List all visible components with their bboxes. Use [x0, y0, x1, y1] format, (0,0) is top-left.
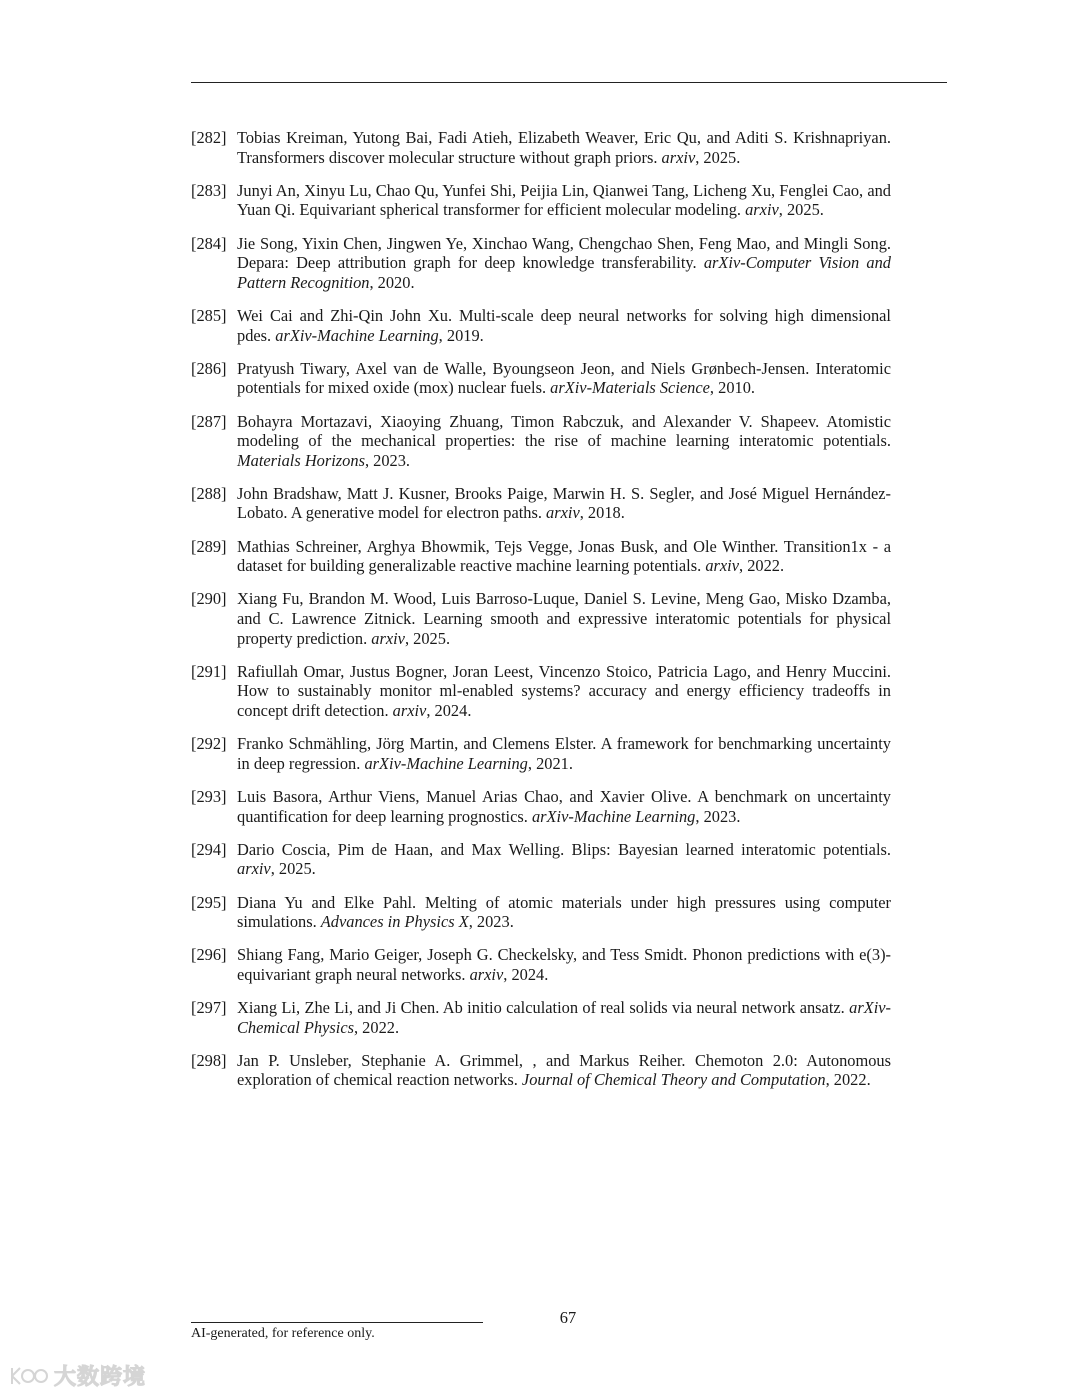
reference-number: [298]	[191, 1050, 227, 1070]
reference-text: Junyi An, Xinyu Lu, Chao Qu, Yunfei Shi, Peijia Lin, Qianwei Tang, Licheng Xu, Fenglei Cao, and Yuan Qi. Equivariant spherical transformer for efficient molecular modeling.	[237, 180, 891, 220]
reference-number: [295]	[191, 892, 227, 912]
reference-text: Diana Yu and Elke Pahl. Melting of atomic materials under high pressures using computer simulations.	[237, 892, 891, 932]
reference-number: [296]	[191, 945, 227, 965]
reference-year: , 2022.	[739, 556, 785, 576]
reference-number: [288]	[191, 483, 227, 503]
reference-text: Jan P. Unsleber, Stephanie A. Grimmel, , and Markus Reiher. Chemoton 2.0: Autonomous exploration of chemical reaction networks.	[237, 1050, 891, 1090]
reference-entry	[191, 234, 891, 293]
reference-number: [283]	[191, 180, 227, 200]
reference-year: , 2023.	[364, 450, 411, 470]
reference-number: [291]	[191, 661, 227, 681]
reference-year: , 2020.	[369, 272, 415, 292]
reference-entry	[191, 893, 891, 932]
reference-number: [289]	[191, 536, 227, 556]
reference-entry	[191, 662, 891, 721]
reference-venue: arxiv	[661, 147, 696, 167]
reference-entry	[191, 537, 891, 576]
reference-year: , 2022.	[353, 1017, 400, 1037]
reference-year: , 2023.	[695, 806, 741, 826]
reference-venue: arxiv	[392, 701, 427, 720]
reference-entry	[191, 589, 891, 648]
reference-list	[191, 128, 891, 1104]
page-number: 67	[559, 1308, 577, 1327]
reference-entry	[191, 787, 891, 826]
reference-text: Wei Cai and Zhi-Qin John Xu. Multi-scale deep neural networks for solving high dimensional pdes.	[237, 305, 891, 345]
reference-venue: arxiv	[469, 964, 504, 984]
reference-number: [294]	[191, 839, 227, 859]
reference-year: , 2025.	[270, 859, 316, 879]
reference-text: Franko Schmähling, Jörg Martin, and Clemens Elster. A framework for benchmarking uncertainty in deep regression.	[237, 734, 891, 773]
watermark	[8, 1360, 146, 1391]
reference-number: [285]	[191, 305, 227, 325]
reference-text: Shiang Fang, Mario Geiger, Joseph G. Checkelsky, and Tess Smidt. Phonon predictions with e(3)-equivariant graph neural networks.	[237, 945, 891, 984]
reference-text: Dario Coscia, Pim de Haan, and Max Welling. Blips: Bayesian learned interatomic potentials.	[237, 839, 891, 859]
reference-entry	[191, 181, 891, 220]
reference-venue: arXiv-Machine Learning	[364, 753, 528, 773]
reference-entry	[191, 945, 891, 984]
reference-entry	[191, 734, 891, 773]
reference-venue: arXiv-Materials Science	[550, 378, 710, 398]
reference-year: , 2024.	[426, 701, 472, 720]
reference-year: , 2018.	[579, 503, 625, 523]
watermark-text: 大数跨境	[54, 1365, 147, 1390]
footnote-rule	[191, 1322, 483, 1323]
reference-year: , 2025.	[778, 200, 824, 220]
reference-number: [286]	[191, 358, 227, 378]
reference-number: [292]	[191, 734, 227, 754]
reference-venue: arxiv	[371, 628, 405, 648]
reference-number: [293]	[191, 786, 227, 806]
reference-number: [282]	[191, 128, 227, 147]
reference-venue: arxiv	[705, 556, 739, 576]
reference-text: Mathias Schreiner, Arghya Bhowmik, Tejs Vegge, Jonas Busk, and Ole Winther. Transition1x - a dataset for building generalizable reactive machine learning potentials.	[237, 536, 891, 576]
reference-entry	[191, 359, 891, 398]
reference-entry	[191, 412, 891, 471]
reference-text: Xiang Li, Zhe Li, and Ji Chen. Ab initio calculation of real solids via neural network ansatz.	[237, 998, 850, 1018]
reference-venue: Journal of Chemical Theory and Computation	[521, 1070, 826, 1090]
reference-venue: arXiv-Chemical Physics	[237, 998, 891, 1037]
reference-number: [297]	[191, 998, 227, 1018]
reference-venue: arXiv-Computer Vision and Pattern Recognition	[237, 253, 891, 292]
reference-text: Xiang Fu, Brandon M. Wood, Luis Barroso-Luque, Daniel S. Levine, Meng Gao, Misko Dzamba, and C. Lawrence Zitnick. Learning smooth and expressive interatomic potentials for physical property prediction.	[237, 589, 891, 648]
reference-entry	[191, 306, 891, 345]
header-rule	[191, 82, 947, 83]
reference-year: , 2023.	[468, 912, 514, 932]
reference-year: , 2022.	[825, 1070, 871, 1090]
reference-text: Tobias Kreiman, Yutong Bai, Fadi Atieh, Elizabeth Weaver, Eric Qu, and Aditi S. Krishnapriyan. Transformers discover molecular structure without graph priors.	[237, 128, 891, 167]
reference-venue: Advances in Physics X	[320, 912, 469, 932]
reference-venue: arXiv-Machine Learning	[531, 806, 696, 826]
reference-entry	[191, 1051, 891, 1090]
reference-number: [284]	[191, 233, 227, 253]
reference-number: [287]	[191, 411, 227, 431]
reference-entry	[191, 840, 891, 879]
reference-venue: arxiv	[237, 859, 271, 879]
reference-text: Pratyush Tiwary, Axel van de Walle, Byoungseon Jeon, and Niels Grønbech-Jensen. Interatomic potentials for mixed oxide (mox) nuclear fuels.	[237, 358, 891, 398]
reference-entry	[191, 998, 891, 1037]
reference-venue: arxiv	[546, 503, 580, 523]
brand-logo-icon	[8, 1364, 50, 1388]
reference-year: , 2021.	[527, 753, 573, 773]
reference-text: Bohayra Mortazavi, Xiaoying Zhuang, Timon Rabczuk, and Alexander V. Shapeev. Atomistic modeling of the mechanical properties: the rise of machine learning interatomic potentials.	[237, 411, 891, 451]
reference-text: John Bradshaw, Matt J. Kusner, Brooks Paige, Marwin H. S. Segler, and José Miguel Hernández-Lobato. A generative model for electron paths.	[237, 483, 891, 523]
reference-venue: arXiv-Machine Learning	[275, 325, 439, 345]
reference-entry	[191, 128, 891, 167]
reference-text: Jie Song, Yixin Chen, Jingwen Ye, Xinchao Wang, Chengchao Shen, Feng Mao, and Mingli Song. Depara: Deep attribution graph for deep knowledge transferability.	[237, 233, 891, 273]
reference-venue: Materials Horizons	[237, 450, 365, 470]
reference-year: , 2025.	[404, 628, 451, 648]
reference-entry	[191, 484, 891, 523]
reference-year: , 2025.	[695, 147, 741, 167]
reference-venue: arxiv	[745, 200, 779, 220]
footnote: AI-generated, for reference only.	[191, 1326, 375, 1341]
reference-number: [290]	[191, 589, 227, 609]
reference-text: Luis Basora, Arthur Viens, Manuel Arias Chao, and Xavier Olive. A benchmark on uncertainty quantification for deep learning prognostics.	[237, 786, 891, 826]
reference-text: Rafiullah Omar, Justus Bogner, Joran Leest, Vincenzo Stoico, Patricia Lago, and Henry Muccini. How to sustainably monitor ml-enabled systems? accuracy and energy efficiency tradeoffs in concept drift detection.	[237, 661, 891, 720]
reference-year: , 2019.	[438, 325, 484, 345]
reference-year: , 2024.	[503, 964, 549, 984]
reference-year: , 2010.	[709, 378, 755, 398]
